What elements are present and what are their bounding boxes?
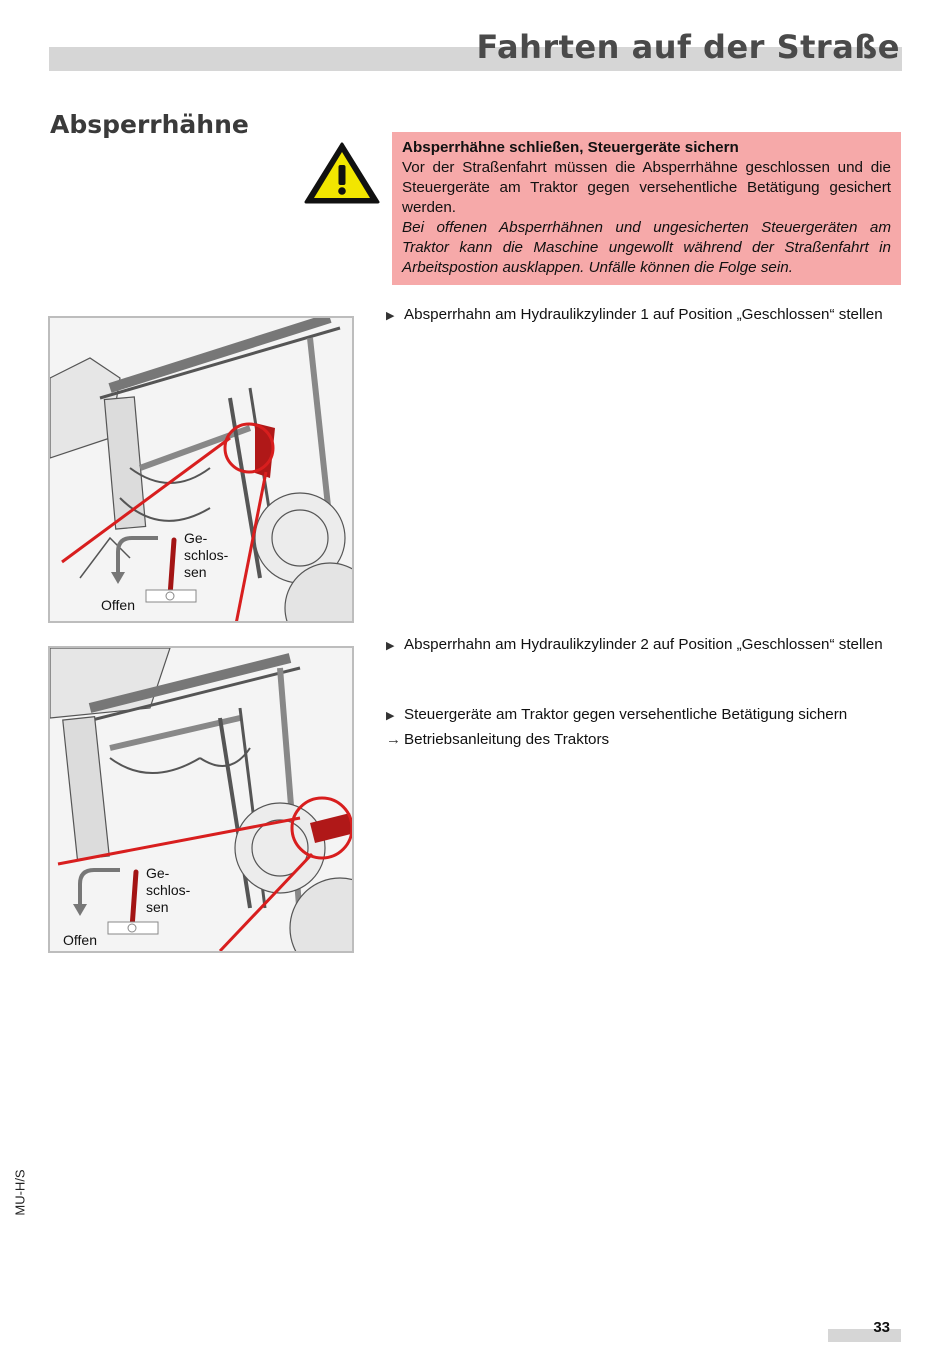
step-item — [386, 635, 901, 656]
warning-text: Vor der Straßenfahrt müssen die Absperrhähne geschlossen und die Steuergeräte am Traktor gegen versehentliche Betätigung gesichert werden. — [402, 159, 891, 216]
triangle-bullet-icon: ▶ — [386, 640, 395, 652]
step-item — [386, 305, 901, 326]
machine-illustration-2 — [50, 648, 354, 953]
warning-title: Absperrhähne schließen, Steuergeräte sichern — [402, 139, 739, 156]
figure-hydraulic-cylinder-2 — [48, 646, 354, 953]
warning-box — [392, 132, 901, 285]
label-open: Offen — [63, 932, 97, 948]
triangle-bullet-icon: ▶ — [386, 710, 395, 722]
label-closed: Ge- schlos- sen — [146, 865, 191, 915]
reference-text: Betriebsanleitung des Traktors — [404, 731, 610, 748]
warning-triangle-icon — [303, 141, 381, 205]
step-text: Steuergeräte am Traktor gegen versehentliche Betätigung sichern — [404, 706, 848, 723]
section-title: Absperrhähne — [50, 110, 249, 139]
arrow-right-icon: → — [386, 731, 401, 748]
triangle-bullet-icon: ▶ — [386, 310, 395, 322]
side-label: MU-H/S — [12, 1169, 28, 1216]
step-text: Absperrhahn am Hydraulikzylinder 2 auf Position „Geschlossen“ stellen — [404, 636, 883, 653]
label-closed: Ge- schlos- sen — [184, 530, 229, 580]
reference-item — [386, 730, 901, 750]
step-item — [386, 705, 901, 726]
label-open: Offen — [101, 597, 135, 613]
page-number: 33 — [873, 1319, 890, 1336]
warning-consequence-text: Bei offenen Absperrhähnen und ungesicherten Steuergeräten am Traktor kann die Maschine ungewollt während der Straßenfahrt in Arbeitspostion ausklappen. Unfälle können die Folge sein. — [402, 219, 891, 276]
figure-hydraulic-cylinder-1 — [48, 316, 354, 623]
page-header-title: Fahrten auf der Straße — [476, 28, 900, 66]
step-text: Absperrhahn am Hydraulikzylinder 1 auf Position „Geschlossen“ stellen — [404, 306, 883, 323]
